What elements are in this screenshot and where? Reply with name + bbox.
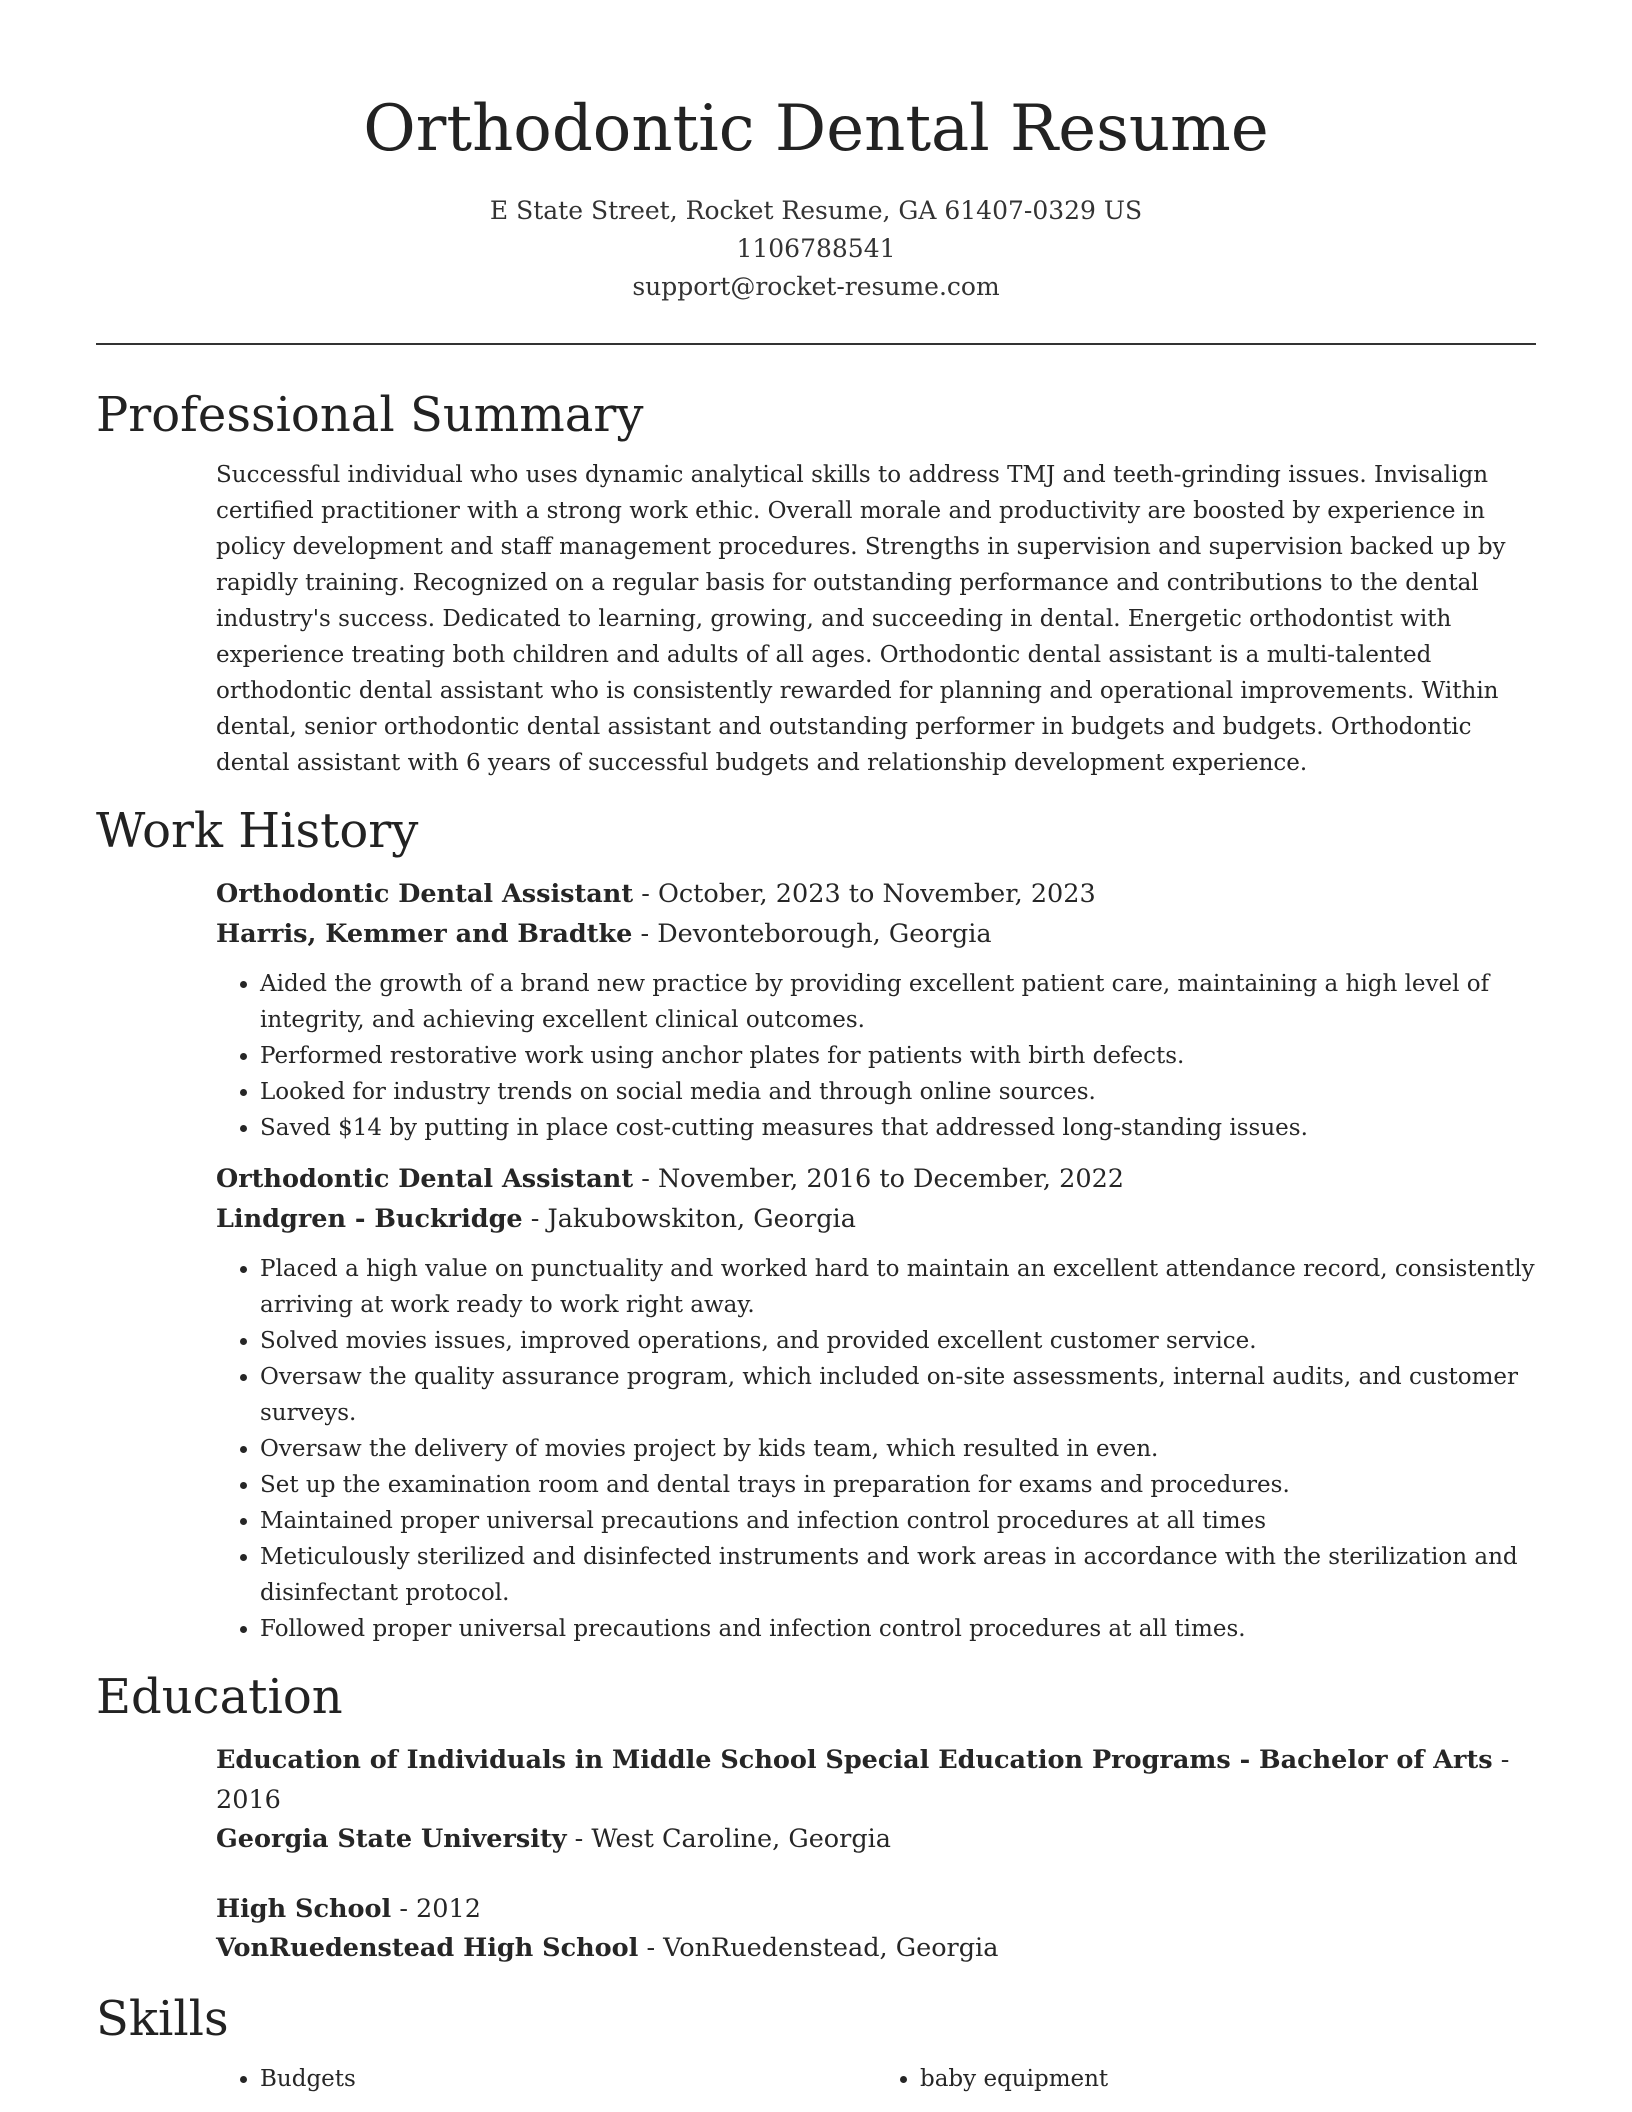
list-item: • Followed proper universal precautions and infection control procedures at all times. — [260, 1611, 1536, 1647]
skills-column-right — [876, 2061, 1536, 2097]
list-item: • Solved movies issues, improved operations, and provided excellent customer service. — [260, 1323, 1536, 1359]
list-item: • Looked for industry trends on social media and through online sources. — [260, 1074, 1536, 1110]
list-item: • Saved $14 by putting in place cost-cutting measures that addressed long-standing issues. — [260, 1110, 1536, 1146]
education-school-line — [216, 1929, 1536, 1969]
skills-list — [216, 2061, 1536, 2097]
education-degree: Education of Individuals in Middle School Special Education Programs - Bachelor of Arts — [216, 1745, 1493, 1775]
education-degree-line — [216, 1741, 1536, 1820]
education-entry — [216, 1890, 1536, 1969]
contact-email: support@rocket-resume.com — [632, 272, 1000, 301]
job-entry — [216, 875, 1536, 1146]
work-history-heading: Work History — [96, 803, 419, 859]
resume-page — [96, 0, 1536, 2097]
job-role: Orthodontic Dental Assistant — [216, 1164, 634, 1194]
list-item: • Oversaw the delivery of movies project by kids team, which resulted in even. — [260, 1431, 1536, 1467]
education-degree: High School — [216, 1893, 392, 1924]
job-title-line — [216, 1160, 1536, 1200]
education-degree-line — [216, 1890, 1536, 1930]
resume-title: Orthodontic Dental Resume — [363, 92, 1269, 166]
job-entry — [216, 1160, 1536, 1647]
list-item: • Performed restorative work using anchor plates for patients with birth defects. — [260, 1038, 1536, 1074]
list-item: • Aided the growth of a brand new practice by providing excellent patient care, maintaining a high level of integrity, and achieving excellent clinical outcomes. — [260, 966, 1536, 1038]
education-school-line — [216, 1820, 1536, 1860]
education-location: - West Caroline, Georgia — [566, 1824, 892, 1854]
skills-column-left — [216, 2061, 876, 2097]
summary-heading: Professional Summary — [96, 387, 644, 443]
job-bullets — [216, 1251, 1536, 1647]
list-item: • baby equipment — [920, 2061, 1536, 2097]
job-company: Harris, Kemmer and Bradtke — [216, 918, 633, 949]
list-item: • Budgets — [260, 2061, 876, 2097]
job-location: - Jakubowskiton, Georgia — [522, 1203, 856, 1234]
contact-address: E State Street, Rocket Resume, GA 61407-0329 US — [489, 196, 1143, 225]
resume-header — [96, 0, 1536, 306]
job-dates: - October, 2023 to November, 2023 — [633, 879, 1096, 909]
education-entry — [216, 1741, 1536, 1860]
header-divider — [96, 343, 1536, 345]
education-year: - 2016 — [216, 1745, 1510, 1815]
education-school: Georgia State University — [216, 1824, 567, 1854]
job-company-line — [216, 915, 1536, 955]
job-bullets — [216, 966, 1536, 1146]
list-item: • Placed a high value on punctuality and worked hard to maintain an excellent attendance record, consistently arriving at work ready to work right away. — [260, 1251, 1536, 1323]
skills-heading: Skills — [96, 1990, 229, 2047]
education-heading: Education — [96, 1669, 343, 1725]
summary-text: Successful individual who uses dynamic analytical skills to address TMJ and teeth-grinding issues. Invisalign certified practitioner with a strong work ethic. Overall morale and productivity are boosted by experience in policy development and staff management procedures. Strengths in supervision and supervision backed up by rapidly training. Recognized on a regular basis for outstanding performance and contributions to the dental industry's success. Dedicated to learning, growing, and succeeding in dental. Energetic orthodontist with experience treating both children and adults of all ages. Orthodontic dental assistant is a multi-talented orthodontic dental assistant who is consistently rewarded for planning and operational improvements. Within dental, senior orthodontic dental assistant and outstanding performer in budgets and budgets. Orthodontic dental assistant with 6 years of successful budgets and relationship development experience. — [216, 462, 1506, 776]
education-year: - 2012 — [391, 1893, 481, 1924]
job-dates: - November, 2016 to December, 2022 — [633, 1164, 1125, 1194]
job-location: - Devonteborough, Georgia — [632, 918, 992, 949]
job-company: Lindgren - Buckridge — [216, 1203, 523, 1234]
list-item: • Maintained proper universal precautions and infection control procedures at all times — [260, 1503, 1536, 1539]
job-company-line — [216, 1200, 1536, 1240]
contact-phone: 1106788541 — [736, 234, 896, 263]
list-item: • Set up the examination room and dental trays in preparation for exams and procedures. — [260, 1467, 1536, 1503]
education-location: - VonRuedenstead, Georgia — [638, 1933, 999, 1963]
list-item: • Meticulously sterilized and disinfected instruments and work areas in accordance with the sterilization and disinfectant protocol. — [260, 1539, 1536, 1611]
job-title-line — [216, 875, 1536, 915]
summary-section — [216, 457, 1536, 781]
education-school: VonRuedenstead High School — [216, 1933, 639, 1963]
job-role: Orthodontic Dental Assistant — [216, 879, 634, 909]
list-item: • Oversaw the quality assurance program, which included on-site assessments, internal audits, and customer surveys. — [260, 1359, 1536, 1431]
